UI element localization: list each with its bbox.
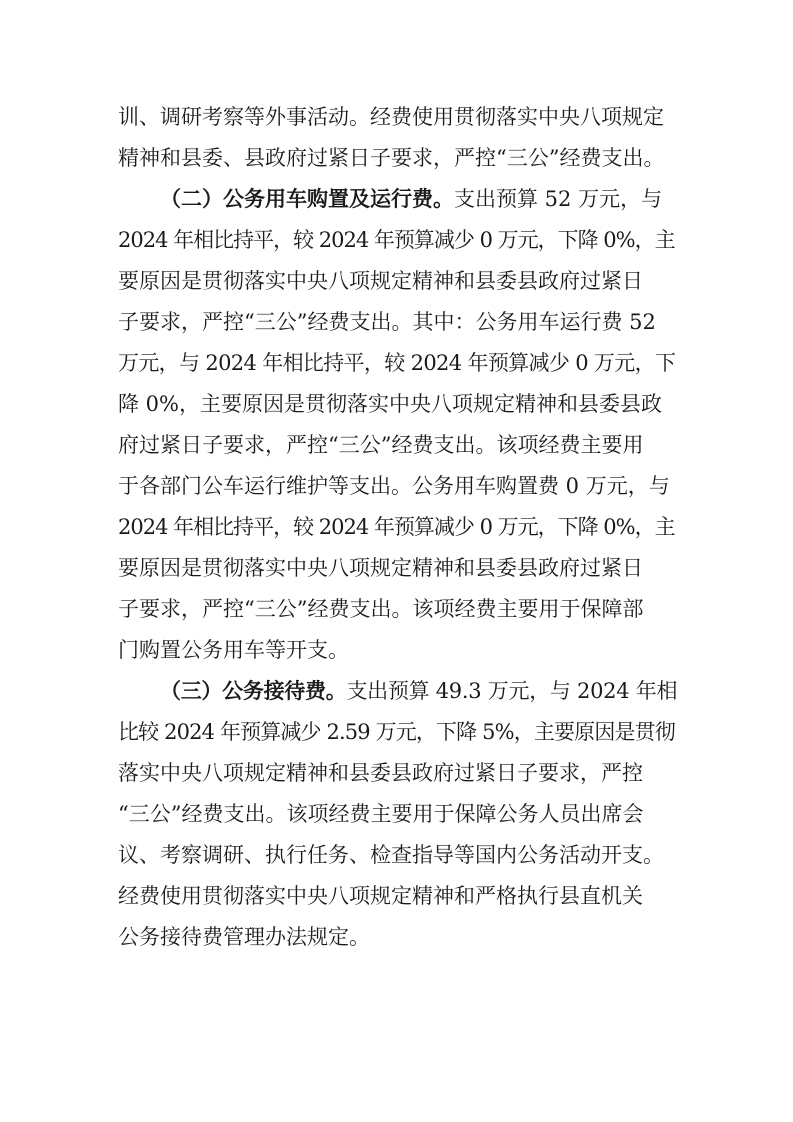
body-line: 府过紧日子要求，严控“三公”经费支出。该项经费主要用 [118,433,644,457]
section-heading-line [160,677,677,705]
section-heading: （三）公务接待费。 [160,678,347,703]
body-line: 经费使用贯彻落实中央八项规定精神和严格执行县直机关 [118,884,643,908]
body-line: 万元，与 2024 年相比持平，较 2024 年预算减少 0 万元，下 [118,351,676,375]
body-line: 精神和县委、县政府过紧日子要求，严控“三公”经费支出。 [118,146,665,170]
section-heading-line [160,185,662,213]
body-line: 子要求，严控“三公”经费支出。该项经费主要用于保障部 [118,597,644,621]
body-line: 门购置公务用车等开支。 [118,638,349,662]
body-line: 子要求，严控“三公”经费支出。其中：公务用车运行费 52 [118,310,656,334]
body-line: “三公”经费支出。该项经费主要用于保障公务人员出席会 [118,802,644,826]
body-text: 支出预算 52 万元，与 [454,187,663,211]
body-line: 公务接待费管理办法规定。 [118,925,370,949]
body-line: 要原因是贯彻落实中央八项规定精神和县委县政府过紧日 [118,269,643,293]
body-text: 支出预算 49.3 万元，与 2024 年相 [346,679,678,703]
body-line: 训、调研考察等外事活动。经费使用贯彻落实中央八项规定 [118,105,664,129]
body-line: 2024 年相比持平，较 2024 年预算减少 0 万元，下降 0%，主 [118,515,675,539]
body-line: 比较 2024 年预算减少 2.59 万元，下降 5%，主要原因是贯彻 [118,720,675,744]
section-heading: （二）公务用车购置及运行费。 [160,186,454,211]
body-line: 于各部门公车运行维护等支出。公务用车购置费 0 万元，与 [118,474,670,498]
body-line: 要原因是贯彻落实中央八项规定精神和县委县政府过紧日 [118,556,643,580]
body-line: 落实中央八项规定精神和县委县政府过紧日子要求，严控 [118,761,643,785]
body-line: 降 0%，主要原因是贯彻落实中央八项规定精神和县委县政 [118,392,662,416]
body-line: 议、考察调研、执行任务、检查指导等国内公务活动开支。 [118,843,664,867]
body-line: 2024 年相比持平，较 2024 年预算减少 0 万元，下降 0%，主 [118,228,675,252]
